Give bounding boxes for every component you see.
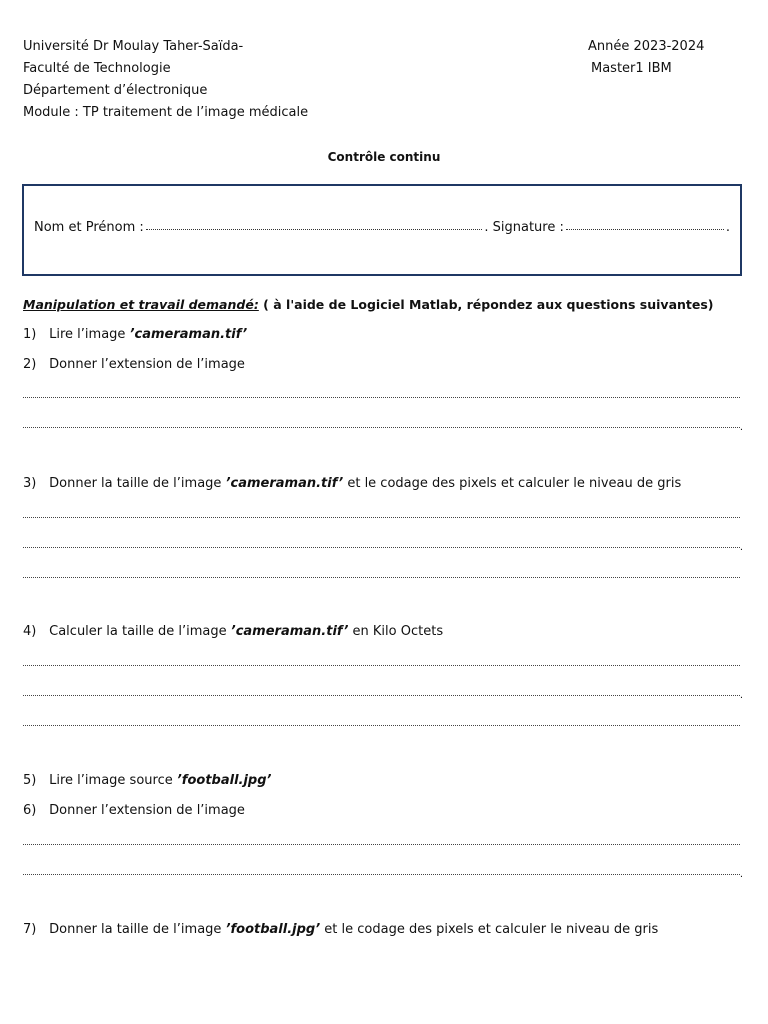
question-1	[23, 327, 247, 342]
identity-end-mark: .	[725, 220, 730, 235]
question-file: ’cameraman.tif’	[225, 476, 344, 491]
academic-info	[588, 36, 704, 80]
question-file: ’cameraman.tif’	[230, 624, 349, 639]
identity-row	[34, 220, 730, 235]
question-text: Donner la taille de l’image	[49, 922, 226, 937]
page-title: Contrôle continu	[327, 150, 441, 164]
question-number: 7)	[23, 922, 37, 937]
answer-line[interactable]	[23, 542, 743, 553]
line-end-mark: .	[739, 869, 743, 880]
question-file: ’cameraman.tif’	[129, 327, 248, 342]
question-text: Lire l’image	[49, 327, 130, 342]
question-3	[23, 476, 681, 491]
question-4	[23, 624, 443, 639]
signature-label: . Signature :	[484, 220, 564, 235]
question-text-end: et le codage des pixels et calculer le niveau de gris	[343, 476, 682, 491]
university-name: Université Dr Moulay Taher-Saïda-	[23, 39, 244, 54]
answer-line[interactable]	[23, 577, 740, 578]
institution-header	[23, 36, 308, 124]
answer-line[interactable]	[23, 665, 740, 666]
line-end-mark: .	[739, 690, 743, 701]
question-number: 2)	[23, 357, 37, 372]
question-number: 1)	[23, 327, 37, 342]
question-5	[23, 773, 271, 788]
instructions-text: ( à l'aide de Logiciel Matlab, répondez aux questions suivantes)	[258, 297, 714, 312]
line-end-mark: .	[739, 422, 743, 433]
question-text: Donner l’extension de l’image	[49, 357, 245, 372]
question-text: Donner la taille de l’image	[49, 476, 226, 491]
question-7	[23, 922, 658, 937]
signature-field[interactable]	[566, 219, 724, 230]
question-6	[23, 803, 245, 818]
question-text: Lire l’image source	[49, 773, 177, 788]
question-file: ’football.jpg’	[225, 922, 321, 937]
question-text: Donner l’extension de l’image	[49, 803, 245, 818]
question-number: 6)	[23, 803, 37, 818]
faculty-name: Faculté de Technologie	[23, 61, 171, 76]
line-end-mark: .	[739, 542, 743, 553]
academic-year: Année 2023-2024	[588, 39, 705, 54]
question-text-end: et le codage des pixels et calculer le niveau de gris	[320, 922, 659, 937]
study-level: Master1 IBM	[591, 61, 672, 76]
answer-line[interactable]	[23, 397, 740, 398]
question-number: 4)	[23, 624, 37, 639]
answer-line[interactable]	[23, 690, 743, 701]
name-field[interactable]	[146, 219, 483, 230]
instructions-heading: Manipulation et travail demandé:	[23, 297, 259, 312]
question-number: 5)	[23, 773, 37, 788]
question-text-end: en Kilo Octets	[348, 624, 444, 639]
question-file: ’football.jpg’	[176, 773, 272, 788]
question-text: Calculer la taille de l’image	[49, 624, 231, 639]
instructions	[23, 297, 714, 312]
question-2	[23, 357, 245, 372]
answer-line[interactable]	[23, 422, 743, 433]
answer-line[interactable]	[23, 844, 740, 845]
question-number: 3)	[23, 476, 37, 491]
module-name: Module : TP traitement de l’image médicale	[23, 105, 309, 120]
department-name: Département d’électronique	[23, 83, 208, 98]
identity-box	[22, 184, 742, 276]
answer-line[interactable]	[23, 517, 740, 518]
name-label: Nom et Prénom :	[34, 220, 144, 235]
answer-line[interactable]	[23, 869, 743, 880]
answer-line[interactable]	[23, 725, 740, 726]
